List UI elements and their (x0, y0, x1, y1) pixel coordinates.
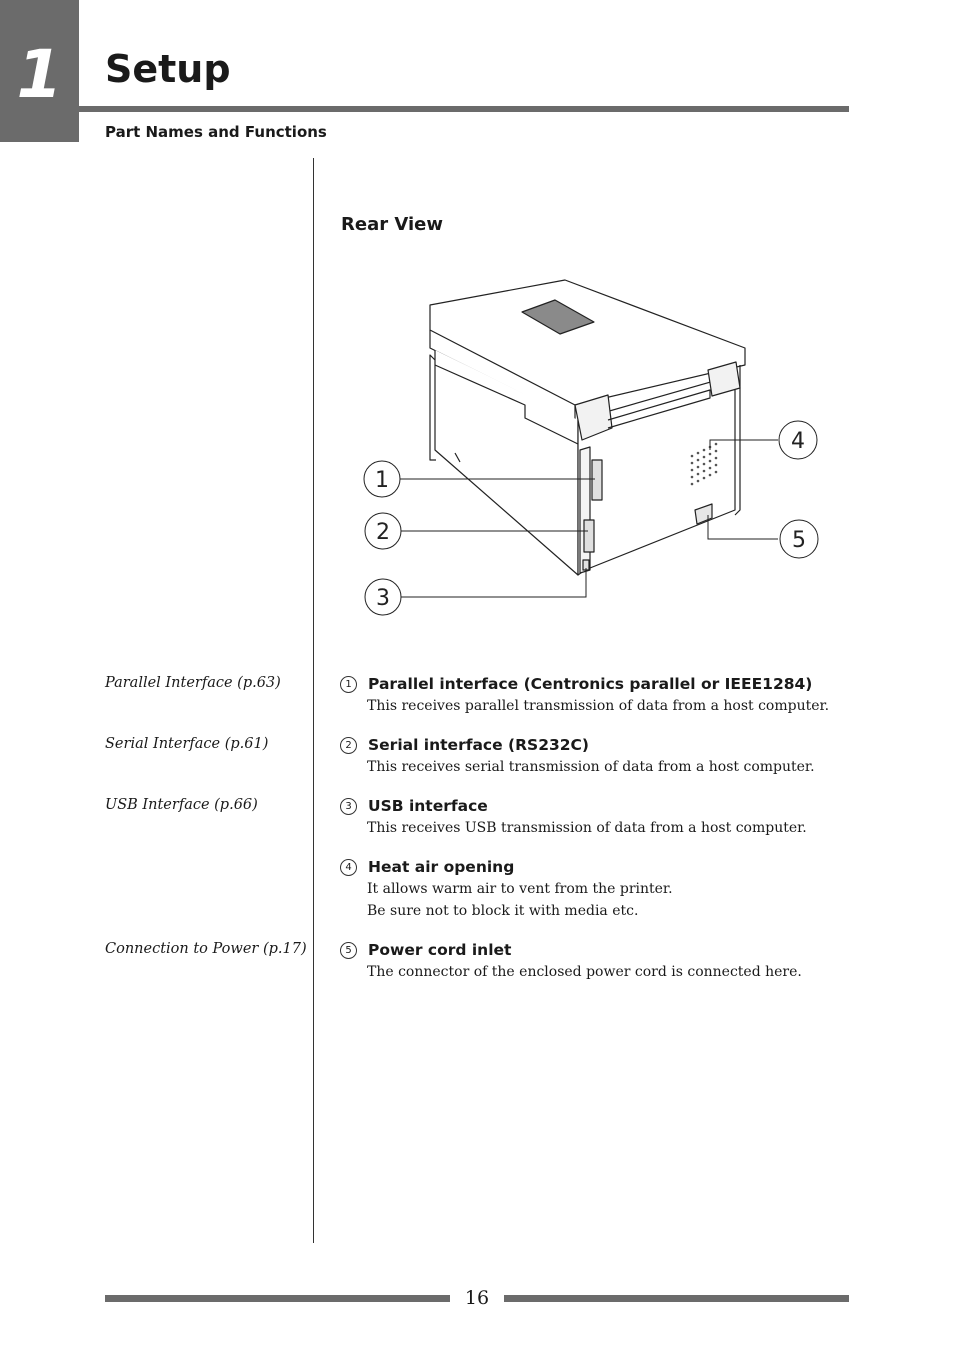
part-item-power-inlet (340, 940, 840, 983)
callout-4: 4 (791, 429, 805, 454)
part-title: Heat air opening (368, 858, 515, 876)
page-number: 16 (464, 1287, 490, 1309)
item-marker: 1 (340, 676, 357, 693)
footer-rule-right (504, 1295, 849, 1302)
item-marker: 2 (340, 737, 357, 754)
part-title: Parallel interface (Centronics parallel or IEEE1284) (368, 675, 813, 693)
part-item-serial (340, 735, 840, 778)
item-marker: 3 (340, 798, 357, 815)
item-marker: 5 (340, 942, 357, 959)
part-title: Serial interface (RS232C) (368, 736, 590, 754)
header-rule (79, 106, 849, 112)
callout-3: 3 (376, 586, 390, 611)
part-description: This receives USB transmission of data from a host computer. (367, 820, 807, 836)
side-ref-power[interactable]: Connection to Power (p.17) (105, 941, 307, 957)
part-item-parallel (340, 674, 840, 717)
part-description: The connector of the enclosed power cord is connected here. (367, 964, 802, 980)
chapter-title: Setup (105, 47, 231, 91)
printer-rear-illustration (340, 270, 840, 630)
column-divider (313, 158, 314, 1243)
part-description: This receives serial transmission of data from a host computer. (367, 759, 815, 775)
callout-5: 5 (792, 528, 806, 553)
part-item-usb (340, 796, 840, 839)
part-description: Be sure not to block it with media etc. (367, 903, 639, 919)
part-description: This receives parallel transmission of data from a host computer. (367, 698, 830, 714)
chapter-number: 1 (16, 36, 63, 113)
chapter-number-block (0, 0, 79, 142)
callout-1: 1 (375, 468, 389, 493)
item-marker: 4 (340, 859, 357, 876)
view-title: Rear View (341, 214, 443, 235)
side-ref-usb[interactable]: USB Interface (p.66) (105, 797, 258, 813)
section-name: Part Names and Functions (105, 123, 327, 141)
callout-2: 2 (376, 520, 390, 545)
footer-rule-left (105, 1295, 450, 1302)
part-title: Power cord inlet (368, 941, 512, 959)
side-ref-parallel[interactable]: Parallel Interface (p.63) (105, 675, 281, 691)
part-description: It allows warm air to vent from the printer. (367, 881, 673, 897)
side-ref-serial[interactable]: Serial Interface (p.61) (105, 736, 269, 752)
part-item-heat-air (340, 857, 840, 922)
part-title: USB interface (368, 797, 488, 815)
